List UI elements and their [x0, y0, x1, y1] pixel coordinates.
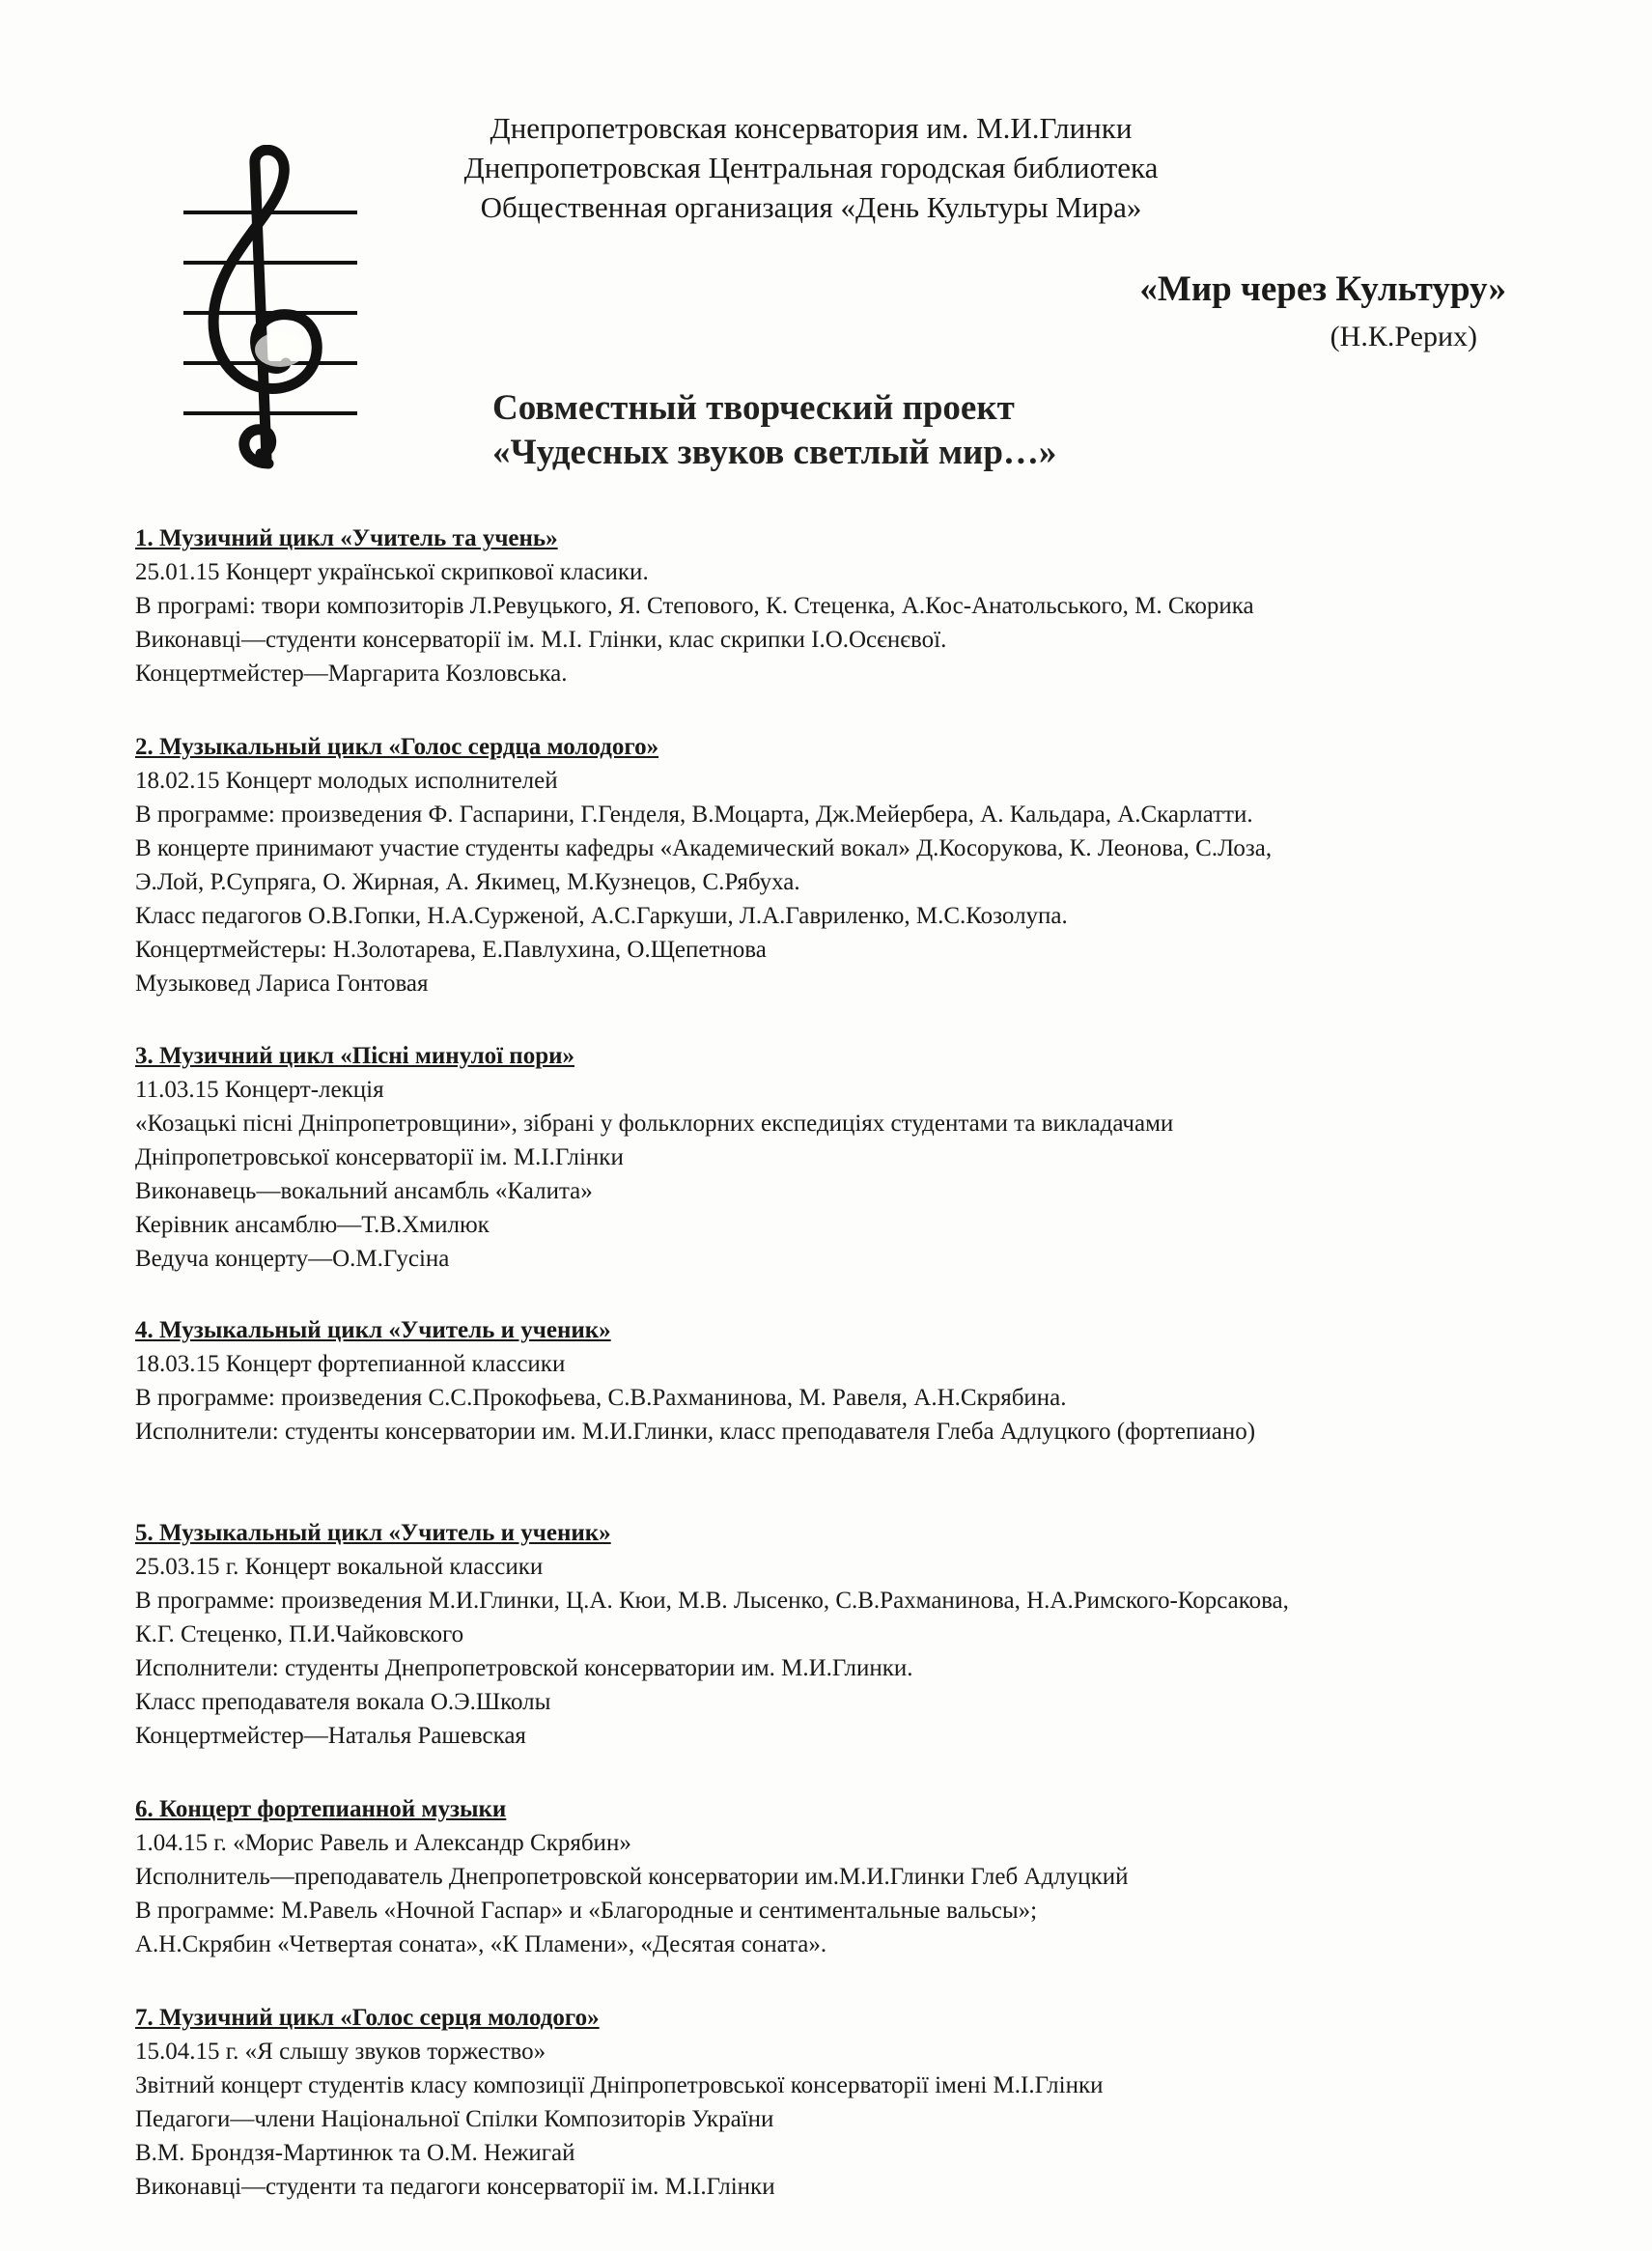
section-line: 1.04.15 г. «Морис Равель и Александр Скрябин» [135, 1830, 631, 1856]
section-line: Виконавець—вокальний ансамбль «Калита» [135, 1178, 593, 1204]
section-heading: 4. Музыкальный цикл «Учитель и ученик» [135, 1317, 611, 1343]
project-title-line: Совместный творческий проект [492, 388, 1015, 428]
section-heading: 6. Концерт фортепианной музыки [135, 1796, 507, 1822]
section-line: Музыковед Лариса Гонтовая [135, 971, 429, 997]
project-title-line: «Чудесных звуков светлый мир…» [492, 433, 1057, 472]
program-section-1 [135, 521, 1583, 690]
section-line: А.Н.Скрябин «Четвертая соната», «К Пламени», «Десятая соната». [135, 1931, 827, 1957]
section-line: Керівник ансамблю—Т.В.Хмилюк [135, 1212, 490, 1238]
section-line: Педагоги—члени Національної Спілки Композиторів України [135, 2106, 774, 2132]
section-line: Концертмейстер—Наталья Рашевская [135, 1723, 526, 1749]
section-line: Концертмейстер—Маргарита Козловська. [135, 661, 568, 687]
section-line: 25.01.15 Концерт української скрипкової класики. [135, 559, 649, 585]
section-line: 25.03.15 г. Концерт вокальной классики [135, 1554, 544, 1580]
motto: «Мир через Культуру» [1139, 269, 1506, 309]
section-line: 18.03.15 Концерт фортепианной классики [135, 1351, 566, 1377]
section-line: Ведуча концерту—О.М.Гусіна [135, 1246, 450, 1272]
section-line: 15.04.15 г. «Я слышу звуков торжество» [135, 2039, 546, 2065]
section-line: В.М. Брондзя-Мартинюк та О.М. Нежигай [135, 2140, 575, 2166]
program-section-4 [135, 1313, 1583, 1449]
organizers-block [328, 108, 1294, 227]
program-section-6 [135, 1792, 1583, 1961]
program-section-7 [135, 2001, 1583, 2204]
section-line: Дніпропетровської консерваторії ім. М.І.Глінки [135, 1144, 624, 1170]
section-line: В программе: произведения Ф. Гаспарини, Г.Генделя, В.Моцарта, Дж.Мейербера, А. Кальдара, А.Скарлатти. [135, 802, 1253, 828]
project-title [492, 386, 1226, 475]
section-heading: 2. Музыкальный цикл «Голос сердца молодого» [135, 734, 659, 760]
section-heading: 1. Музичний цикл «Учитель та учень» [135, 525, 558, 551]
section-line: 18.02.15 Концерт молодых исполнителей [135, 768, 558, 794]
section-heading: 5. Музыкальный цикл «Учитель и ученик» [135, 1520, 611, 1546]
section-heading: 3. Музичний цикл «Пісні минулої пори» [135, 1043, 575, 1069]
program-section-5 [135, 1516, 1583, 1753]
section-line: В программе: произведения М.И.Глинки, Ц.А. Кюи, М.В. Лысенко, С.В.Рахманинова, Н.А.Римского-Корсакова, [135, 1588, 1289, 1614]
section-line: Исполнитель—преподаватель Днепропетровской консерватории им.М.И.Глинки Глеб Адлуцкий [135, 1864, 1129, 1890]
section-line: В концерте принимают участие студенты кафедры «Академический вокал» Д.Косорукова, К. Леонова, С.Лоза, [135, 835, 1273, 861]
section-line: Виконавці—студенти консерваторії ім. М.І. Глінки, клас скрипки І.О.Осєнєвої. [135, 627, 947, 653]
organizer-ngo: Общественная организация «День Культуры Мира» [480, 190, 1142, 224]
motto-author: (Н.К.Рерих) [1330, 321, 1477, 352]
section-line: В програмі: твори композиторів Л.Ревуцького, Я. Степового, К. Стеценка, А.Кос-Анатольського, М. Скорика [135, 593, 1254, 619]
organizer-library: Днепропетровская Центральная городская библиотека [463, 151, 1159, 184]
section-line: 11.03.15 Концерт-лекція [135, 1077, 384, 1103]
section-line: Класс педагогов О.В.Гопки, Н.А.Сурженой, А.С.Гаркуши, Л.А.Гавриленко, М.С.Козолупа. [135, 903, 1068, 929]
section-line: Класс преподавателя вокала О.Э.Школы [135, 1689, 551, 1715]
section-line: К.Г. Стеценко, П.И.Чайковского [135, 1621, 464, 1647]
program-section-2 [135, 730, 1583, 1000]
section-line: «Козацькі пісні Дніпропетровщини», зібрані у фольклорних експедиціях студентами та викладачами [135, 1111, 1174, 1137]
section-line: Исполнители: студенты консерватории им. М.И.Глинки, класс преподавателя Глеба Адлуцкого (фортепиано) [135, 1419, 1256, 1445]
section-line: В программе: М.Равель «Ночной Гаспар» и «Благородные и сентиментальные вальсы»; [135, 1898, 1038, 1924]
section-line: Э.Лой, Р.Супряга, О. Жирная, А. Якимец, М.Кузнецов, С.Рябуха. [135, 869, 800, 895]
program-section-3 [135, 1039, 1583, 1276]
section-line: Виконавці—студенти та педагоги консерваторії ім. М.І.Глінки [135, 2174, 775, 2200]
section-line: В программе: произведения С.С.Прокофьева, С.В.Рахманинова, М. Равеля, А.Н.Скрябина. [135, 1385, 1067, 1411]
section-line: Исполнители: студенты Днепропетровской консерватории им. М.И.Глинки. [135, 1655, 913, 1681]
section-line: Концертмейстеры: Н.Золотарева, Е.Павлухина, О.Щепетнова [135, 937, 767, 963]
section-line: Звітний концерт студентів класу композиції Дніпропетровської консерваторії імені М.І.Глінки [135, 2072, 1104, 2098]
organizer-conservatory: Днепропетровская консерватория им. М.И.Глинки [490, 111, 1133, 145]
section-heading: 7. Музичний цикл «Голос серця молодого» [135, 2005, 600, 2031]
